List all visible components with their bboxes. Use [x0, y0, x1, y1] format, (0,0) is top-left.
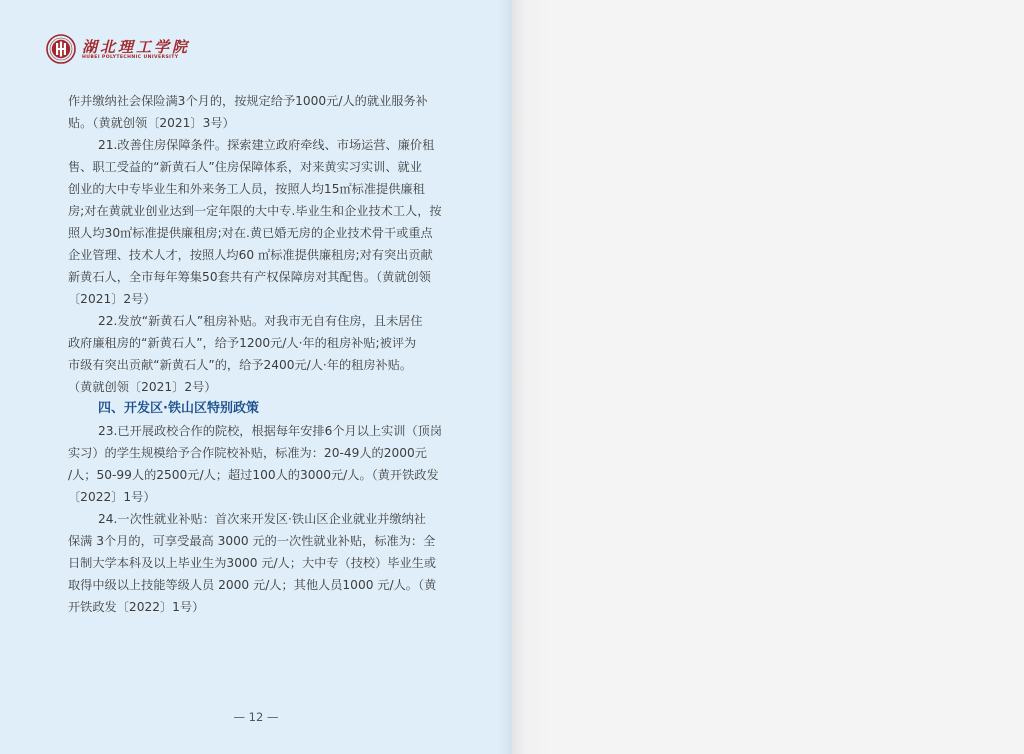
text-line: /人；50-99人的2500元/人；超过100人的3000元/人。（黄开铁政发	[68, 468, 439, 482]
text-line: 售、职工受益的“新黄石人”住房保障体系，对来黄实习实训、就业	[68, 160, 422, 174]
text-line: 照人均30㎡标准提供廉租房;对在.黄已婚无房的企业技术骨干或重点	[68, 226, 433, 240]
text-line: 〔2021〕2号）	[68, 292, 156, 306]
university-name-en: HUBEI POLYTECHNIC UNIVERSITY	[82, 55, 179, 60]
text-line: （黄就创领〔2021〕2号）	[68, 380, 217, 394]
section-heading: 四、开发区·铁山区特别政策	[98, 401, 259, 416]
gutter-shadow	[498, 0, 512, 754]
text-line: 〔2022〕1号）	[68, 490, 156, 504]
text-line: 23.已开展政校合作的院校，根据每年安排6个月以上实训（顶岗	[98, 424, 443, 438]
text-line: 开铁政发〔2022〕1号）	[68, 600, 205, 614]
text-line: 房;对在黄就业创业达到一定年限的大中专.毕业生和企业技术工人，按	[68, 204, 442, 218]
text-line: 21.改善住房保障条件。探索建立政府牵线、市场运营、廉价租	[98, 138, 435, 152]
text-line: 贴。（黄就创领〔2021〕3号）	[68, 116, 235, 130]
text-line: 企业管理、技术人才，按照人均60 ㎡标准提供廉租房;对有突出贡献	[68, 248, 433, 262]
text-line: 日制大学本科及以上毕业生为3000 元/人；大中专（技校）毕业生或	[68, 556, 437, 570]
policy-text	[68, 90, 448, 618]
text-line: 24.一次性就业补贴：首次来开发区·铁山区企业就业并缴纳社	[98, 512, 426, 526]
text-line: 实习）的学生规模给予合作院校补贴，标准为：20-49人的2000元	[68, 446, 427, 460]
text-line: 保满 3个月的，可享受最高 3000 元的一次性就业补贴，标准为：全	[68, 534, 436, 548]
text-line: 新黄石人，全市每年筹集50套共有产权保障房对其配售。（黄就创领	[68, 270, 431, 284]
text-line: 取得中级以上技能等级人员 2000 元/人；其他人员1000 元/人。（黄	[68, 578, 437, 592]
text-line: 政府廉租房的“新黄石人”，给予1200元/人·年的租房补贴;被评为	[68, 336, 417, 350]
text-line: 创业的大中专毕业生和外来务工人员，按照人均15㎡标准提供廉租	[68, 182, 425, 196]
text-line: 市级有突出贡献“新黄石人”的，给予2400元/人·年的租房补贴。	[68, 358, 413, 372]
university-name: 湖北理工学院	[82, 38, 191, 56]
page-number: — 12 —	[233, 710, 279, 724]
text-line: 22.发放“新黄石人”租房补贴。对我市无自有住房，且未居住	[98, 314, 423, 328]
text-line: 作并缴纳社会保险满3个月的，按规定给予1000元/人的就业服务补	[68, 94, 428, 108]
right-page-blank	[512, 0, 1024, 754]
university-seal-icon	[46, 34, 76, 64]
